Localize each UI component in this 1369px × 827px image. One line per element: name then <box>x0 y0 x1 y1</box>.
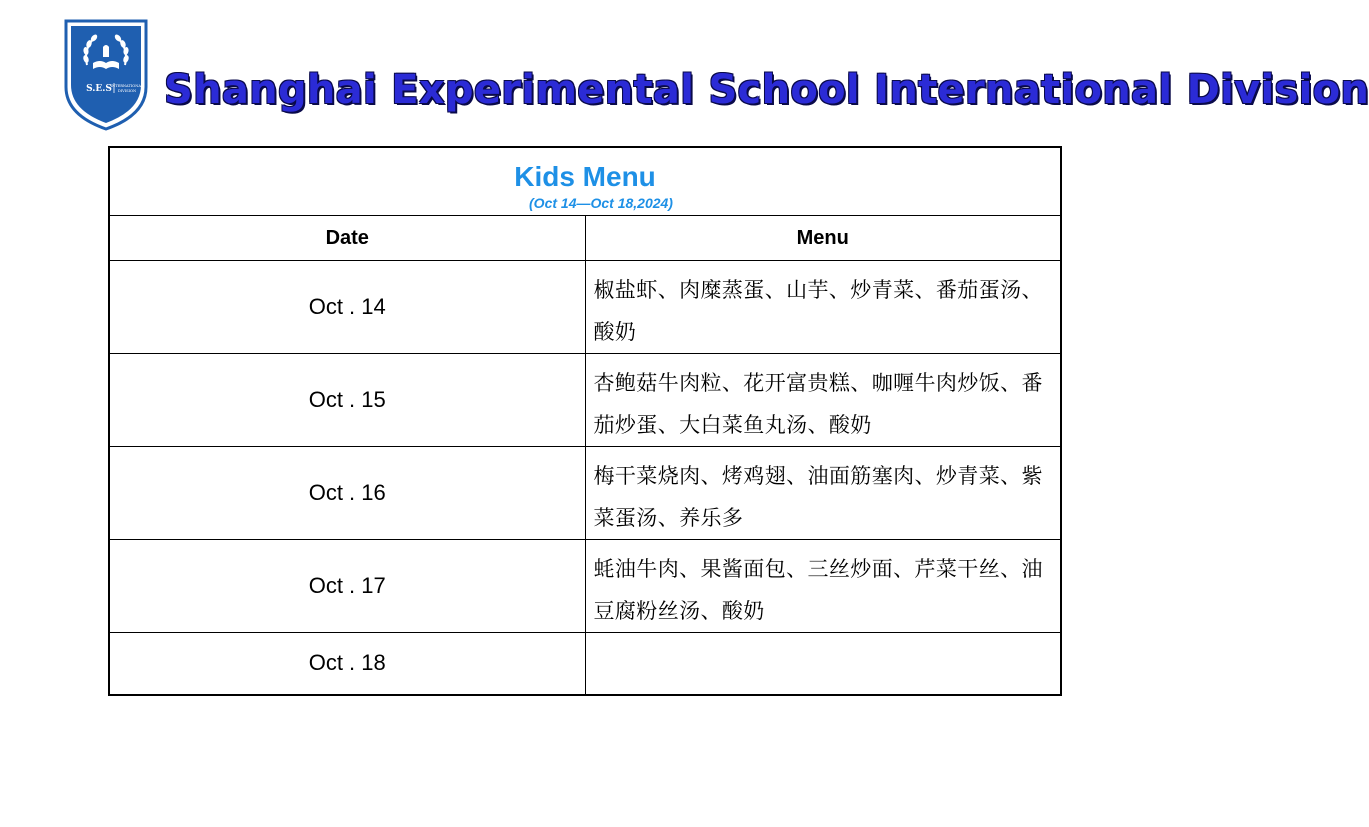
menu-table <box>108 146 1062 696</box>
table-row <box>109 447 1061 540</box>
svg-text:INTERNATIONAL: INTERNATIONAL <box>110 84 144 88</box>
date-cell: Oct . 15 <box>109 354 585 447</box>
menu-items-cell: 梅干菜烧肉、烤鸡翅、油面筋塞肉、炒青菜、紫菜蛋汤、养乐多 <box>585 447 1061 540</box>
svg-text:S.E.S: S.E.S <box>86 84 112 94</box>
table-row <box>109 261 1061 354</box>
shield-icon <box>63 17 149 131</box>
school-logo <box>63 17 149 131</box>
school-name: Shanghai Experimental School International Division <box>164 67 1369 113</box>
column-header-date: Date <box>109 216 585 261</box>
svg-text:DIVISION: DIVISION <box>117 89 137 93</box>
date-cell: Oct . 17 <box>109 540 585 633</box>
table-row <box>109 633 1061 695</box>
menu-title-cell <box>109 147 1061 216</box>
menu-date-range: (Oct 14—Oct 18,2024) <box>529 194 673 211</box>
table-row <box>109 354 1061 447</box>
date-cell: Oct . 14 <box>109 261 585 354</box>
table-header-row <box>109 216 1061 261</box>
menu-items-cell: 椒盐虾、肉糜蒸蛋、山芋、炒青菜、番茄蛋汤、酸奶 <box>585 261 1061 354</box>
table-row <box>109 540 1061 633</box>
menu-items-cell <box>585 633 1061 695</box>
date-cell: Oct . 16 <box>109 447 585 540</box>
menu-items-cell: 杏鲍菇牛肉粒、花开富贵糕、咖喱牛肉炒饭、番茄炒蛋、大白菜鱼丸汤、酸奶 <box>585 354 1061 447</box>
menu-title: Kids Menu <box>514 160 656 192</box>
menu-items-cell: 蚝油牛肉、果酱面包、三丝炒面、芹菜干丝、油豆腐粉丝汤、酸奶 <box>585 540 1061 633</box>
date-cell: Oct . 18 <box>109 633 585 695</box>
column-header-menu: Menu <box>585 216 1061 261</box>
